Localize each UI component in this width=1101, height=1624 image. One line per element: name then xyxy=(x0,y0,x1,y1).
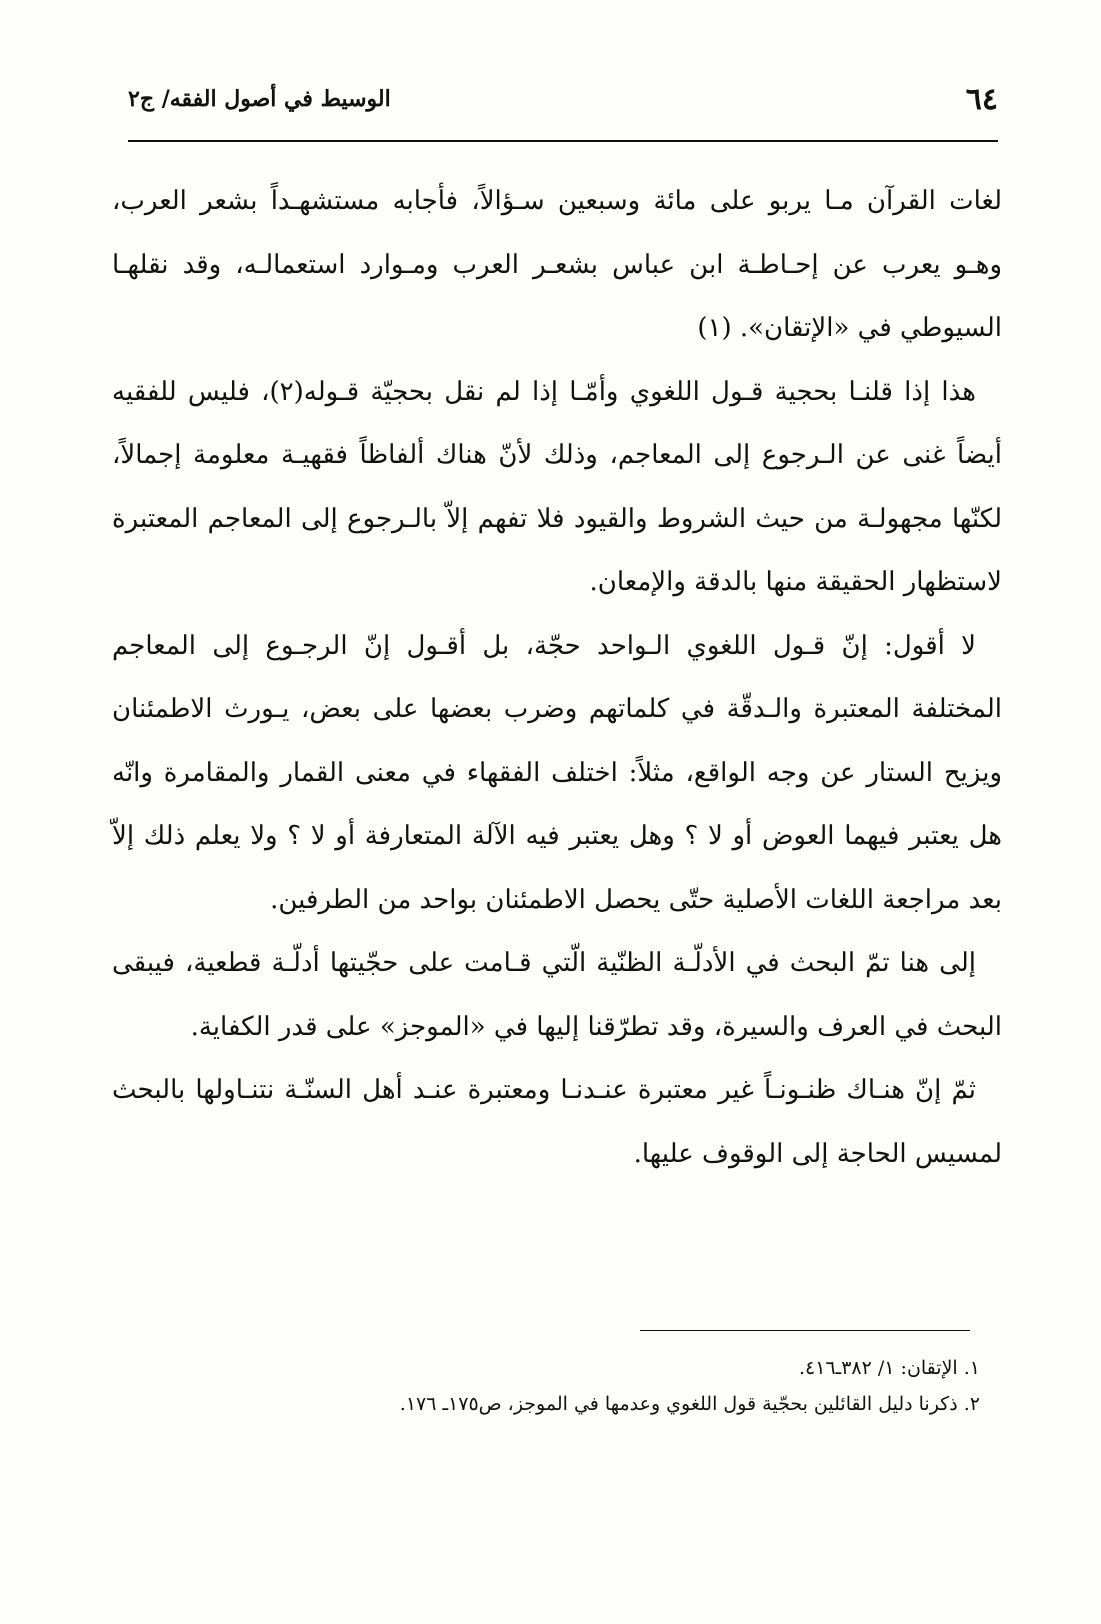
footnote-2: ٢. ذكرنا دليل القائلين بحجّية قول اللغوي وعدمها في الموجز، ص١٧٥ـ ١٧٦. xyxy=(399,1393,980,1415)
footnote-divider xyxy=(640,1330,970,1331)
body-text xyxy=(112,170,1002,1186)
footnote-1: ١. الإتقان: ١/ ٣٨٢ـ٤١٦. xyxy=(798,1357,980,1379)
header-divider xyxy=(128,140,998,142)
footnotes xyxy=(200,1350,980,1422)
book-title: الوسيط في أصول الفقه/ ج٢ xyxy=(128,86,391,112)
running-head xyxy=(128,82,998,122)
paragraph-2: هذا إذا قلنـا بحجية قـول اللغوي وأمّـا إذا لم نقل بحجيّة قـوله(٢)، فليس للفقيه أيضاً غنى عن الـرجوع إلى المعاجم، وذلك لأنّ هناك ألفاظاً فقهيـة معلومة إجمالاً، لكنّها مجهولـة من حيث الشروط والقيود فلا تفهم إلاّ بالـرجوع إلى المعاجم المعتبرة لاستظهار الحقيقة منها بالدقة والإمعان. xyxy=(112,376,1002,597)
page-number: ٦٤ xyxy=(965,82,998,117)
paragraph-1: لغات القرآن مـا يربو على مائة وسبعين سـؤالاً، فأجابه مستشهـداً بشعر العرب، وهـو يعرب عن إحـاطـة ابن عباس بشعـر العرب ومـوارد استعمالـه، وقد نقلهـا السيوطي في «الإتقان». (١) xyxy=(112,186,1002,343)
paragraph-5: ثمّ إنّ هنـاك ظنـونـاً غير معتبرة عنـدنـا ومعتبرة عنـد أهل السنّـة نتنـاولها بالبحث لمسيس الحاجة إلى الوقوف عليها. xyxy=(112,1075,1002,1169)
paragraph-3: لا أقول: إنّ قـول اللغوي الـواحد حجّة، بل أقـول إنّ الرجـوع إلى المعاجم المختلفة المعتبرة والـدقّة في كلماتهم وضرب بعضها على بعض، يـورث الاطمئنان ويزيح الستار عن وجه الواقع، مثلاً: اختلف الفقهاء في معنى القمار والمقامرة وانّه هل يعتبر فيهما العوض أو لا ؟ وهل يعتبر فيه الآلة المتعارفة أو لا ؟ ولا يعلم ذلك إلاّ بعد مراجعة اللغات الأصلية حتّى يحصل الاطمئنان بواحد من الطرفين. xyxy=(112,630,1002,915)
paragraph-4: إلى هنا تمّ البحث في الأدلّـة الظنّية الّتي قـامت على حجّيتها أدلّـة قطعية، فيبقى البحث في العرف والسيرة، وقد تطرّقنا إليها في «الموجز» على قدر الكفاية. xyxy=(112,948,1002,1042)
